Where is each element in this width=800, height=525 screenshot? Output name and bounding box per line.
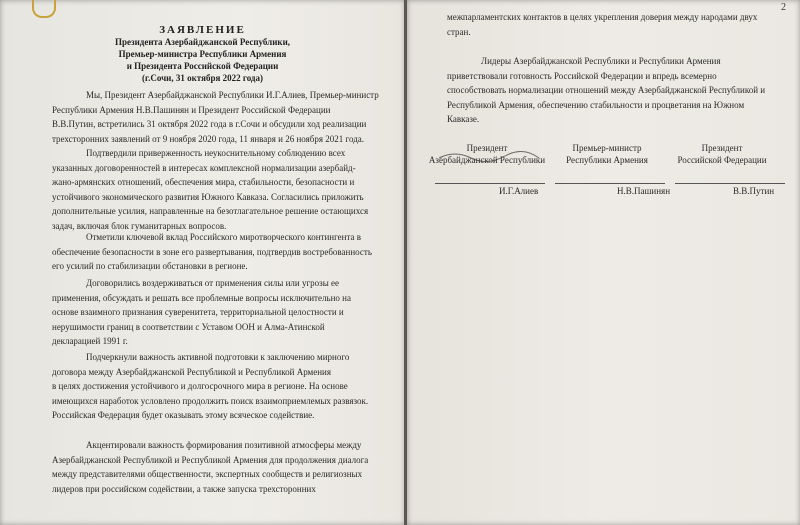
text-line: Республикой Армения, обеспечению стабильности и процветания на Южном <box>447 99 745 110</box>
text-line: Азербайджанской Республикой и Республикой Армения для продолжения диалога <box>52 454 369 465</box>
paragraph-1 <box>52 88 382 146</box>
text-line: основе взаимного признания суверенитета, территориальной целостности и <box>52 307 344 317</box>
text-line: между представителями общественности, экспертных сообществ и религиозных <box>52 469 363 479</box>
text-line: договора между Азербайджанской Республикой и Республикой Армения <box>52 366 332 377</box>
text-line: Мы, Президент Азербайджанской Республики И.Г.Алиев, Премьер-министр <box>86 90 379 100</box>
paperclip-icon <box>32 0 56 18</box>
signatory-role: Президент <box>466 143 508 153</box>
text-line: межпарламентских контактов в целях укрепления доверия между народами двух <box>447 12 758 22</box>
document-title: ЗАЯВЛЕНИЕ <box>159 24 246 36</box>
text-line: Отметили ключевой вклад Российского миротворческого контингента в <box>86 232 362 242</box>
text-line: Российская Федерация будет оказывать этому всяческое содействие. <box>52 410 315 420</box>
signatory-armenia <box>542 142 672 166</box>
text-line: дополнительные усилия, направленные на безотлагательное решение остающихся <box>52 206 369 216</box>
closing-paragraph <box>447 54 792 127</box>
heading-date: (г.Сочи, 31 октября 2022 года) <box>142 73 263 83</box>
paragraph-2 <box>52 146 382 233</box>
text-line: декларацией 1991 г. <box>52 336 128 346</box>
signatory-name-putin: В.В.Путин <box>733 186 775 196</box>
text-line: Подчеркнули важность активной подготовки к заключению мирного <box>86 352 350 362</box>
text-line: В.В.Путин, встретились 31 октября 2022 года в г.Сочи и обсудили ход реализации <box>52 119 367 129</box>
heading-line-1: Президента Азербайджанской Республики, <box>114 37 291 47</box>
text-line: Кавказе. <box>447 114 480 124</box>
signatory-org: Российской Федерации <box>677 155 767 165</box>
text-line: применения, обсуждать и решать все проблемные вопросы исключительно на <box>52 292 351 303</box>
stamp-mark <box>435 146 545 166</box>
text-line: устойчивого экономического развития Южного Кавказа. Согласились приложить <box>52 191 364 202</box>
signature-line <box>675 183 785 184</box>
text-line: жано-армянских отношений, обеспечения мира, стабильности, безопасности и <box>52 177 355 187</box>
text-line: нерушимости границ в соответствии с Уставом ООН и Алма-Атинской <box>52 321 325 332</box>
signatory-role: Премьер-министр <box>572 143 642 153</box>
paragraph-6 <box>52 438 388 496</box>
text-line: лидеров при российском содействии, а также запуска трехсторонних <box>52 483 316 494</box>
signatory-org: Республики Армения <box>566 155 648 165</box>
text-line: указанных договоренностей в интересах комплексной нормализации азербайд- <box>52 162 356 173</box>
signatory-name-pashinyan: Н.В.Пашинян <box>617 186 671 196</box>
text-line: Акцентировали важность формирования позитивной атмосферы между <box>86 440 362 450</box>
signature-line <box>555 183 665 184</box>
page-number: 2 <box>781 2 786 13</box>
text-line: Подтвердили приверженность неукоснительному соблюдению всех <box>86 148 346 158</box>
text-line: Республики Армения Н.В.Пашинян и Президент Российской Федерации <box>52 104 331 115</box>
text-line: задач, включая блок гуманитарных вопросов. <box>52 220 227 231</box>
paragraph-3 <box>52 230 382 274</box>
text-line: трехсторонних заявлений от 9 ноября 2020 года, 11 января и 26 ноября 2021 года. <box>52 133 365 144</box>
signature-line <box>435 183 545 184</box>
signatory-role: Президент <box>701 143 743 153</box>
paragraph-5 <box>52 350 386 423</box>
signatory-org: Азербайджанской Республики <box>428 155 546 165</box>
text-line: в целях достижения устойчивого и долгосрочного мира в регионе. На основе <box>52 381 348 391</box>
text-line: имеющихся наработок условлено продолжить поиск взаимоприемлемых развязок. <box>52 395 369 406</box>
text-line: обеспечение безопасности в зоне его развертывания, подтвердив востребованность <box>52 246 372 257</box>
text-line: Договорились воздерживаться от применения силы или угрозы ее <box>86 278 339 288</box>
continued-paragraph <box>447 10 787 39</box>
text-line: стран. <box>447 26 471 37</box>
page-right <box>407 0 800 525</box>
paragraph-4 <box>52 276 384 349</box>
heading-line-3: и Президента Российской Федерации <box>126 61 279 71</box>
text-line: Лидеры Азербайджанской Республики и Республики Армения <box>481 56 721 66</box>
signatory-name-aliyev: И.Г.Алиев <box>499 186 539 196</box>
text-line: его усилий по стабилизации обстановки в регионе. <box>52 261 248 271</box>
text-line: приветствовали готовность Российской Федерации и впредь всемерно <box>447 70 717 81</box>
text-line: способствовать нормализации отношений между Азербайджанской Республикой и <box>447 85 766 95</box>
signatory-russia <box>662 142 782 166</box>
heading-line-2: Премьер-министра Республики Армения <box>118 49 287 59</box>
